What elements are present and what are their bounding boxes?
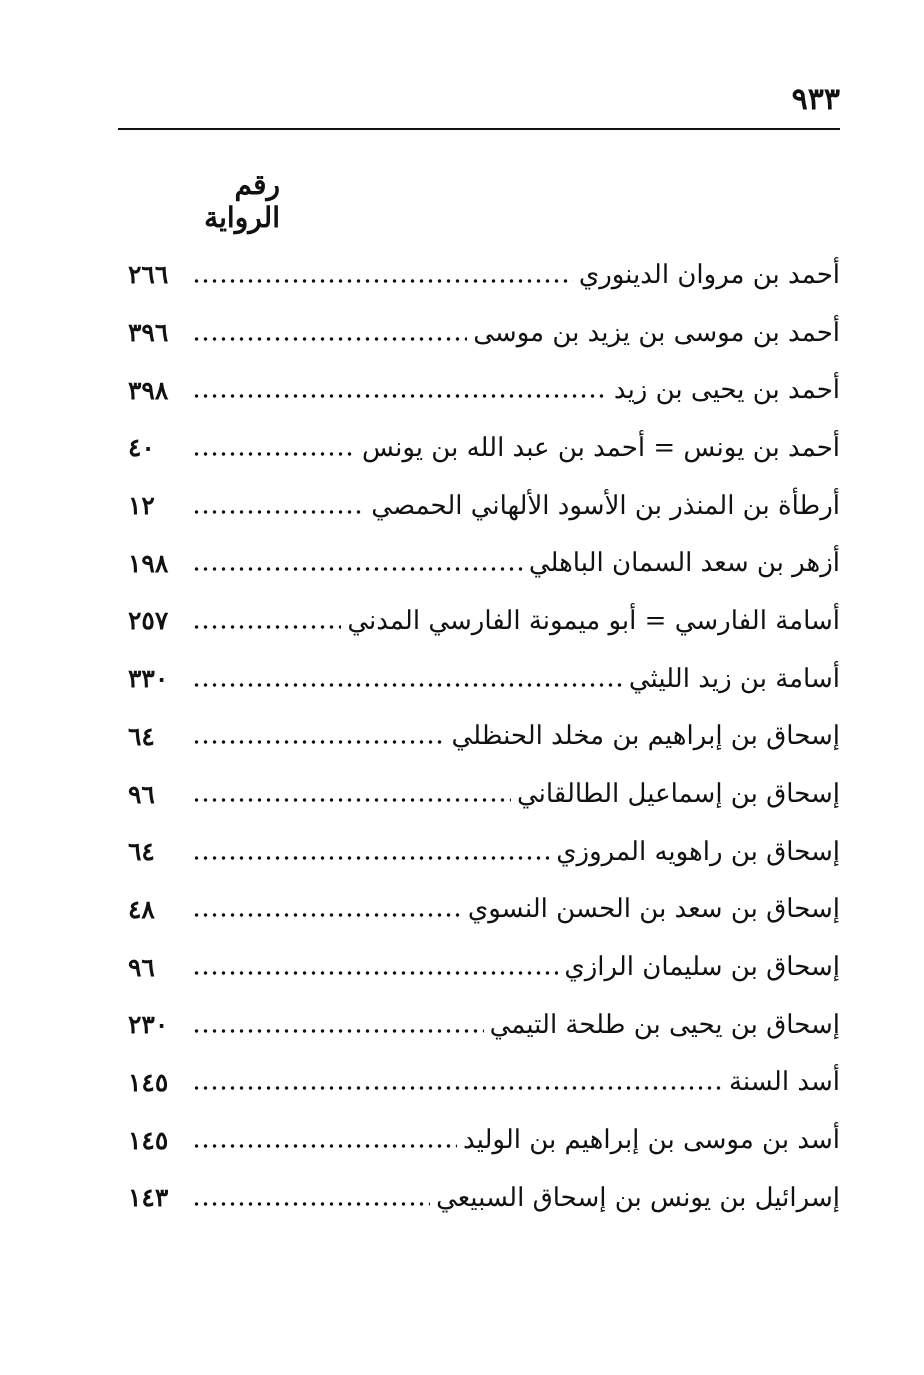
dot-leader (192, 567, 523, 571)
entry-number: ١٤٣ (128, 1183, 169, 1213)
index-entry (128, 1169, 840, 1227)
index-entry (128, 996, 840, 1054)
entry-number: ٤٠ (128, 433, 155, 463)
dot-leader (192, 510, 365, 514)
entry-name: أسد بن موسى بن إبراهيم بن الوليد (462, 1125, 840, 1156)
entry-number: ٦٤ (128, 721, 155, 751)
entry-name: إسحاق بن إسماعيل الطالقاني (516, 779, 840, 810)
header-rule (118, 128, 840, 130)
dot-leader (192, 1029, 484, 1033)
dot-leader (192, 1144, 457, 1148)
index-entry (128, 1054, 840, 1112)
entry-name: أحمد بن مروان الدينوري (578, 259, 840, 290)
index-entry (128, 477, 840, 535)
index-entry (128, 881, 840, 939)
entry-name: إسحاق بن سليمان الرازي (564, 952, 840, 983)
index-entry (128, 534, 840, 592)
dot-leader (192, 1086, 723, 1090)
index-entry (128, 938, 840, 996)
dot-leader (192, 337, 467, 341)
entry-number: ١٤٥ (128, 1125, 169, 1155)
index-entry (128, 1111, 840, 1169)
entry-name: إسحاق بن راهويه المروزي (556, 836, 840, 867)
index-entry (128, 650, 840, 708)
index-entry (128, 823, 840, 881)
entry-number: ١٢ (128, 491, 155, 521)
dot-leader (192, 625, 341, 629)
index-entry (128, 361, 840, 419)
entry-number: ١٤٥ (128, 1067, 169, 1097)
index-entry (128, 246, 840, 304)
dot-leader (192, 683, 623, 687)
entry-name: أرطأة بن المنذر بن الأسود الألهاني الحمصي (371, 490, 840, 521)
dot-leader (192, 1202, 430, 1206)
entry-name: إسحاق بن إبراهيم بن مخلد الحنظلي (451, 721, 840, 752)
entry-name: أحمد بن يحيى بن زيد (613, 375, 840, 406)
entry-number: ٣٩٨ (128, 375, 169, 405)
entry-name: أسامة بن زيد الليثي (628, 663, 840, 694)
index-list (128, 246, 840, 1227)
entry-number: ٩٦ (128, 952, 155, 982)
dot-leader (192, 798, 511, 802)
entry-number: ١٩٨ (128, 548, 169, 578)
entry-number: ٦٤ (128, 837, 155, 867)
entry-number: ٢٦٦ (128, 260, 169, 290)
dot-leader (192, 971, 558, 975)
entry-name: أزهر بن سعد السمان الباهلي (528, 548, 840, 579)
dot-leader (192, 856, 550, 860)
dot-leader (192, 279, 573, 283)
page-number: ٩٣٣ (791, 82, 840, 117)
index-entry (128, 304, 840, 362)
entry-number: ٩٦ (128, 779, 155, 809)
entry-name: أحمد بن يونس = أحمد بن عبد الله بن يونس (361, 432, 840, 463)
entry-number: ٣٩٦ (128, 318, 169, 348)
index-entry (128, 419, 840, 477)
entry-name: إسحاق بن سعد بن الحسن النسوي (467, 894, 840, 925)
entry-name: أحمد بن موسى بن يزيد بن موسى (473, 317, 840, 348)
entry-number: ٢٣٠ (128, 1010, 169, 1040)
index-entry (128, 708, 840, 766)
entry-name: أسد السنة (728, 1067, 840, 1098)
entry-name: إسرائيل بن يونس بن إسحاق السبيعي (436, 1182, 840, 1213)
index-entry (128, 765, 840, 823)
entry-name: إسحاق بن يحيى بن طلحة التيمي (489, 1009, 840, 1040)
entry-name: أسامة الفارسي = أبو ميمونة الفارسي المدني (347, 605, 840, 636)
entry-number: ٣٣٠ (128, 664, 169, 694)
index-entry (128, 592, 840, 650)
entry-number: ٤٨ (128, 894, 155, 924)
column-header: رقم الرواية (204, 168, 280, 234)
dot-leader (192, 394, 608, 398)
entry-number: ٢٥٧ (128, 606, 169, 636)
dot-leader (192, 452, 356, 456)
dot-leader (192, 740, 445, 744)
dot-leader (192, 913, 462, 917)
